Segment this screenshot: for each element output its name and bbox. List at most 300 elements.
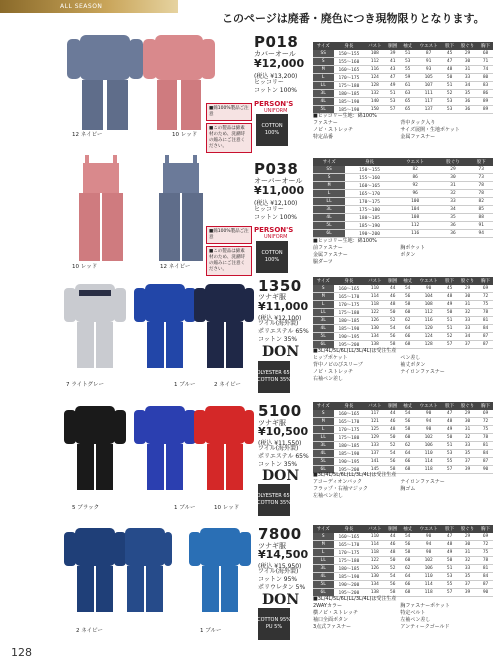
- size-value-cell: 110: [415, 450, 442, 458]
- size-value-cell: 160〜165: [334, 285, 365, 293]
- feature-note: ■3L/4L/5L/6L(LL/3L/4L)は受注生産: [313, 596, 397, 602]
- size-label-cell: L: [313, 74, 334, 82]
- size-value-cell: 150〜155: [334, 50, 365, 58]
- size-value-cell: 165〜170: [334, 541, 365, 549]
- size-value-cell: 170〜175: [334, 426, 365, 434]
- coverall-black-figure: [64, 406, 126, 490]
- feature-note: 胸ファスナーポケット: [400, 603, 450, 609]
- size-row: [313, 206, 493, 214]
- feature-note: サイズ展開・生地ポケット: [400, 127, 460, 133]
- don-logo: DON: [262, 592, 300, 608]
- p5100-tax: (税込 ¥11,550): [258, 440, 302, 447]
- size-value-cell: 175〜180: [334, 557, 365, 565]
- size-row: [313, 166, 493, 174]
- size-value-cell: 73: [470, 166, 493, 174]
- feature-note: ■ヒッコリー生地：綿100%: [313, 238, 377, 244]
- size-value-cell: 91: [415, 58, 442, 66]
- p038-price: ¥11,000: [254, 184, 305, 197]
- size-label-cell: 6L: [313, 589, 334, 597]
- size-value-cell: 87: [478, 333, 493, 341]
- size-value-cell: 128: [364, 82, 385, 90]
- p038-size-table: [313, 158, 493, 238]
- feature-note: ボタン: [400, 252, 416, 258]
- size-row: [313, 293, 493, 301]
- p018-material-badge: COTTON 100%: [256, 114, 288, 146]
- size-value-cell: 87: [415, 50, 442, 58]
- p5100-photo: [55, 400, 255, 495]
- size-value-cell: 98: [415, 549, 442, 557]
- size-label-cell: L: [313, 549, 334, 557]
- size-value-cell: 116: [364, 66, 385, 74]
- size-row: [313, 317, 493, 325]
- size-value-cell: 190〜195: [334, 333, 365, 341]
- uniform-logo: UNIFORM: [264, 108, 288, 114]
- size-value-cell: 73: [470, 174, 493, 182]
- size-value-cell: 69: [478, 410, 493, 418]
- size-label-cell: S: [313, 58, 334, 66]
- size-value-cell: 60: [400, 557, 415, 565]
- size-row: [313, 541, 493, 549]
- size-value-cell: 53: [442, 106, 457, 114]
- size-value-cell: 49: [442, 426, 457, 434]
- size-value-cell: 33: [457, 74, 478, 82]
- size-value-cell: 33: [457, 325, 478, 333]
- size-value-cell: 150: [364, 106, 385, 114]
- size-value-cell: 165〜170: [334, 418, 365, 426]
- size-row: [313, 549, 493, 557]
- size-table-header-row: サイズ 身長 バスト 胴囲 袖丈 ウエスト 股下 股ぐり 胸下: [313, 42, 493, 50]
- size-value-cell: 195〜200: [334, 341, 365, 349]
- size-value-cell: 31: [457, 66, 478, 74]
- p7800-caption-1: 2 ネイビー: [76, 628, 103, 634]
- size-value-cell: 36: [436, 230, 469, 238]
- size-label-cell: 4L: [313, 573, 334, 581]
- size-value-cell: 190〜195: [334, 458, 365, 466]
- feature-note: 横ノビ・ストレッチ: [313, 610, 358, 616]
- size-row: [313, 533, 493, 541]
- size-value-cell: 126: [364, 317, 385, 325]
- size-value-cell: 78: [478, 309, 493, 317]
- p1350-size-table: [313, 277, 493, 349]
- size-row: [313, 557, 493, 565]
- size-value-cell: 33: [457, 317, 478, 325]
- size-value-cell: 55: [442, 458, 457, 466]
- size-value-cell: 160〜165: [334, 66, 365, 74]
- size-value-cell: 56: [400, 293, 415, 301]
- p1350-price: ¥11,000: [258, 300, 309, 313]
- size-value-cell: 98: [415, 426, 442, 434]
- size-value-cell: 35: [457, 90, 478, 98]
- size-value-cell: 64: [400, 450, 415, 458]
- size-label-cell: 5L: [313, 333, 334, 341]
- size-value-cell: 55: [442, 581, 457, 589]
- page-number: 128: [11, 646, 32, 659]
- size-label-cell: L: [313, 301, 334, 309]
- size-value-cell: 81: [478, 565, 493, 573]
- size-value-cell: 190〜200: [345, 230, 394, 238]
- size-row: [313, 82, 493, 90]
- size-value-cell: 46: [385, 418, 400, 426]
- size-value-cell: 118: [415, 466, 442, 474]
- size-value-cell: 116: [394, 230, 437, 238]
- size-label-cell: M: [313, 66, 334, 74]
- size-value-cell: 150〜155: [345, 166, 394, 174]
- size-value-cell: 190〜200: [334, 581, 365, 589]
- size-value-cell: 32: [436, 190, 469, 198]
- size-value-cell: 48: [442, 418, 457, 426]
- size-value-cell: 165〜170: [334, 293, 365, 301]
- size-value-cell: 85: [470, 206, 493, 214]
- size-value-cell: 32: [457, 434, 478, 442]
- size-value-cell: 29: [457, 410, 478, 418]
- p018-material: ヒッコリー コットン 100%: [254, 79, 297, 94]
- p5100-code: 5100: [258, 402, 302, 420]
- size-value-cell: 30: [457, 541, 478, 549]
- p7800-code: 7800: [258, 525, 302, 543]
- size-value-cell: 51: [442, 317, 457, 325]
- size-value-cell: 58: [385, 466, 400, 474]
- feature-note: ■3L/4L/5L/6L(LL/3L/4L)は受注生産: [313, 472, 397, 478]
- size-value-cell: 49: [442, 301, 457, 309]
- size-value-cell: 62: [400, 565, 415, 573]
- size-value-cell: 54: [385, 573, 400, 581]
- size-value-cell: 108: [415, 301, 442, 309]
- size-row: [313, 450, 493, 458]
- size-label-cell: LL: [313, 198, 345, 206]
- p018-caption-2: 10 レッド: [172, 132, 198, 138]
- size-value-cell: 81: [478, 442, 493, 450]
- size-value-cell: 180〜185: [334, 565, 365, 573]
- p038-warning-box: ■綿100%製品ご注意 ■この製品は綿素材のため、洗濯時の縮みにご注意ください。: [206, 226, 252, 276]
- size-row: [313, 222, 493, 230]
- size-value-cell: 87: [478, 581, 493, 589]
- size-value-cell: 50: [385, 434, 400, 442]
- persons-logo: PERSON'S: [254, 226, 294, 234]
- feature-note: 背中ノビのびスリーブ: [313, 362, 363, 368]
- feature-note: 背中タック入り: [400, 120, 436, 126]
- size-value-cell: 30: [457, 293, 478, 301]
- size-value-cell: 160〜165: [345, 182, 394, 190]
- size-value-cell: 130: [364, 573, 385, 581]
- size-value-cell: 56: [385, 581, 400, 589]
- size-value-cell: 32: [457, 309, 478, 317]
- p1350-photo: [55, 278, 255, 373]
- size-value-cell: 63: [400, 90, 415, 98]
- size-value-cell: 68: [478, 50, 493, 58]
- size-value-cell: 65: [400, 106, 415, 114]
- size-value-cell: 39: [457, 466, 478, 474]
- size-value-cell: 145: [364, 466, 385, 474]
- size-value-cell: 64: [400, 325, 415, 333]
- size-value-cell: 46: [385, 541, 400, 549]
- p018-caption-1: 12 ネイビー: [72, 132, 103, 138]
- size-value-cell: 75: [478, 549, 493, 557]
- size-value-cell: 124: [364, 74, 385, 82]
- p5100-size-table: [313, 402, 493, 474]
- size-value-cell: 129: [364, 434, 385, 442]
- size-label-cell: 5L: [313, 458, 334, 466]
- size-value-cell: 74: [478, 66, 493, 74]
- size-value-cell: 49: [442, 549, 457, 557]
- p7800-notes: [313, 596, 495, 631]
- size-label-cell: 5L: [313, 581, 334, 589]
- size-value-cell: 117: [364, 410, 385, 418]
- p018-type: カバーオール: [254, 50, 296, 58]
- size-value-cell: 32: [457, 557, 478, 565]
- feature-note: ■3L/4L/5L/6L(LL/3L/4L)は受注生産: [313, 348, 397, 354]
- feature-note: ヒップポケット: [313, 355, 348, 361]
- size-value-cell: 58: [400, 549, 415, 557]
- p038-caption-2: 12 ネイビー: [160, 264, 191, 270]
- size-value-cell: 84: [478, 450, 493, 458]
- p018-notes: [313, 113, 495, 141]
- feature-note: アコーディオンバック: [313, 479, 363, 485]
- p1350-tax: (税込 ¥12,100): [258, 315, 302, 322]
- size-value-cell: 69: [478, 533, 493, 541]
- size-value-cell: 107: [415, 82, 442, 90]
- size-value-cell: 185〜190: [334, 98, 365, 106]
- size-value-cell: 46: [385, 293, 400, 301]
- size-value-cell: 170〜175: [334, 549, 365, 557]
- size-value-cell: 51: [442, 565, 457, 573]
- size-value-cell: 53: [385, 98, 400, 106]
- feature-note: 3点式ファスナー: [313, 624, 351, 630]
- p5100-caption-1: 5 ブラック: [72, 505, 100, 511]
- size-value-cell: 55: [400, 66, 415, 74]
- feature-note: フラップ・右袖マジック: [313, 486, 368, 492]
- size-value-cell: 37: [457, 581, 478, 589]
- size-value-cell: 141: [364, 458, 385, 466]
- don-logo: DON: [262, 344, 300, 360]
- p038-code: P038: [254, 160, 299, 178]
- p018-code: P018: [254, 33, 299, 51]
- size-row: [313, 90, 493, 98]
- coverall-navy-figure: [64, 528, 126, 612]
- feature-note: 袖口全面ボタン: [313, 617, 349, 623]
- overall-navy-figure: [159, 155, 203, 261]
- size-label-cell: LL: [313, 557, 334, 565]
- p038-tax: (税込 ¥12,100): [254, 200, 298, 207]
- size-value-cell: 134: [364, 581, 385, 589]
- size-table-header-row: サイズ 身長 ウエスト 股ぐり 股下: [313, 158, 493, 166]
- size-row: [313, 434, 493, 442]
- size-value-cell: 112: [415, 309, 442, 317]
- size-value-cell: 33: [436, 198, 469, 206]
- size-value-cell: 48: [442, 66, 457, 74]
- size-value-cell: 84: [478, 325, 493, 333]
- size-value-cell: 180〜185: [334, 90, 365, 98]
- size-value-cell: 180〜185: [334, 317, 365, 325]
- size-value-cell: 82: [394, 166, 437, 174]
- coverall-lightgray-figure: [64, 284, 126, 368]
- size-label-cell: 5L: [313, 222, 345, 230]
- size-label-cell: 4L: [313, 214, 345, 222]
- size-value-cell: 175〜180: [334, 434, 365, 442]
- size-value-cell: 93: [415, 66, 442, 74]
- size-value-cell: 52: [442, 90, 457, 98]
- size-value-cell: 61: [400, 82, 415, 90]
- feature-note: ノビ・ストレッチ: [313, 127, 353, 133]
- size-value-cell: 54: [400, 285, 415, 293]
- size-value-cell: 96: [394, 190, 437, 198]
- p018-price: ¥12,000: [254, 57, 305, 70]
- feature-note: 金属ファスナー: [313, 252, 348, 258]
- discontinued-notice: このページは廃番・廃色につき現物限りとなります。: [222, 12, 485, 25]
- size-value-cell: 34: [436, 206, 469, 214]
- p018-size-table: [313, 42, 493, 114]
- size-value-cell: 58: [400, 301, 415, 309]
- size-value-cell: 122: [364, 557, 385, 565]
- p038-material-badge: COTTON 100%: [256, 241, 288, 273]
- size-row: [313, 418, 493, 426]
- p5100-price: ¥10,500: [258, 425, 309, 438]
- size-value-cell: 111: [415, 90, 442, 98]
- size-label-cell: 4L: [313, 325, 334, 333]
- size-row: [313, 301, 493, 309]
- p5100-notes: [313, 472, 495, 500]
- size-value-cell: 100: [394, 198, 437, 206]
- size-value-cell: 47: [442, 410, 457, 418]
- feature-note: ノビ・ストレッチ: [313, 369, 353, 375]
- overall-red-figure: [79, 155, 123, 261]
- size-value-cell: 54: [400, 410, 415, 418]
- size-label-cell: LL: [313, 434, 334, 442]
- size-value-cell: 57: [442, 589, 457, 597]
- feature-note: ナイロンファスナー: [400, 479, 445, 485]
- size-label-cell: M: [313, 541, 334, 549]
- persons-logo: PERSON'S: [254, 100, 294, 108]
- size-value-cell: 59: [400, 74, 415, 82]
- size-label-cell: L: [313, 426, 334, 434]
- size-value-cell: 69: [478, 285, 493, 293]
- feature-note: 脇ダーツ: [313, 259, 333, 265]
- feature-note: ペン差し: [400, 355, 421, 361]
- size-value-cell: 89: [478, 106, 493, 114]
- size-value-cell: 51: [442, 325, 457, 333]
- size-label-cell: 3L: [313, 565, 334, 573]
- size-value-cell: 160〜165: [334, 410, 365, 418]
- size-value-cell: 41: [385, 58, 400, 66]
- p018-tax: (税込 ¥13,200): [254, 73, 298, 80]
- size-value-cell: 57: [442, 341, 457, 349]
- size-value-cell: 58: [400, 426, 415, 434]
- size-value-cell: 35: [457, 573, 478, 581]
- p1350-notes: [313, 348, 495, 383]
- size-value-cell: 62: [400, 442, 415, 450]
- size-row: [313, 410, 493, 418]
- p1350-caption-2: 1 ブルー: [174, 382, 196, 388]
- coverall-blue-figure: [134, 284, 196, 368]
- size-value-cell: 90: [478, 589, 493, 597]
- size-value-cell: 88: [470, 214, 493, 222]
- size-value-cell: 87: [478, 458, 493, 466]
- size-value-cell: 118: [415, 589, 442, 597]
- feature-note: ■ヒッコリー生地：綿100%: [313, 113, 377, 119]
- size-value-cell: 160〜165: [334, 533, 365, 541]
- size-value-cell: 114: [364, 293, 385, 301]
- size-value-cell: 80: [478, 74, 493, 82]
- size-value-cell: 29: [457, 50, 478, 58]
- size-value-cell: 50: [442, 309, 457, 317]
- size-value-cell: 108: [364, 50, 385, 58]
- size-value-cell: 138: [364, 341, 385, 349]
- p5100-caption-2: 1 ブルー: [174, 505, 196, 511]
- size-value-cell: 31: [457, 426, 478, 434]
- size-value-cell: 52: [385, 317, 400, 325]
- coverall-red-figure: [194, 406, 254, 490]
- size-value-cell: 50: [385, 557, 400, 565]
- size-value-cell: 138: [364, 589, 385, 597]
- uniform-logo: UNIFORM: [264, 234, 288, 240]
- size-value-cell: 44: [385, 285, 400, 293]
- size-value-cell: 195〜200: [334, 466, 365, 474]
- size-value-cell: 195〜200: [334, 589, 365, 597]
- size-value-cell: 105: [415, 74, 442, 82]
- coverall-red-figure: [143, 35, 215, 130]
- size-value-cell: 51: [400, 50, 415, 58]
- size-value-cell: 90: [415, 410, 442, 418]
- size-row: [313, 309, 493, 317]
- p5100-material: ツイル(海外製) ポリエステル 65% コットン 35%: [258, 445, 309, 468]
- size-value-cell: 52: [442, 333, 457, 341]
- size-label-cell: 3L: [313, 90, 334, 98]
- size-value-cell: 112: [364, 58, 385, 66]
- size-value-cell: 175〜180: [334, 82, 365, 90]
- p5100-caption-3: 10 レッド: [214, 505, 240, 511]
- size-value-cell: 43: [385, 66, 400, 74]
- size-value-cell: 34: [457, 333, 478, 341]
- size-value-cell: 66: [400, 581, 415, 589]
- size-value-cell: 51: [442, 442, 457, 450]
- p1350-caption-3: 2 ネイビー: [214, 382, 241, 388]
- feature-note: ナイロンファスナー: [400, 369, 445, 375]
- size-value-cell: 185〜190: [345, 222, 394, 230]
- size-value-cell: 72: [478, 293, 493, 301]
- size-value-cell: 185〜190: [334, 325, 365, 333]
- size-value-cell: 68: [400, 341, 415, 349]
- size-row: [313, 442, 493, 450]
- size-value-cell: 57: [442, 466, 457, 474]
- size-value-cell: 37: [457, 341, 478, 349]
- coverall-blue-figure: [189, 528, 251, 612]
- size-value-cell: 31: [457, 301, 478, 309]
- size-value-cell: 180〜185: [334, 442, 365, 450]
- size-value-cell: 54: [385, 450, 400, 458]
- size-value-cell: 53: [442, 98, 457, 106]
- size-row: [313, 333, 493, 341]
- p018-warning-box: ■綿100%製品ご注意 ■この製品は綿素材のため、洗濯時の縮みにご注意ください。: [206, 103, 252, 153]
- size-value-cell: 47: [442, 533, 457, 541]
- size-value-cell: 155〜160: [334, 58, 365, 66]
- don-logo: DON: [262, 468, 300, 484]
- size-value-cell: 35: [436, 214, 469, 222]
- size-value-cell: 90: [415, 533, 442, 541]
- size-value-cell: 53: [400, 58, 415, 66]
- size-value-cell: 185〜190: [334, 450, 365, 458]
- size-value-cell: 94: [415, 418, 442, 426]
- size-value-cell: 44: [385, 533, 400, 541]
- p038-notes: [313, 238, 495, 266]
- size-value-cell: 116: [415, 317, 442, 325]
- size-value-cell: 39: [385, 50, 400, 58]
- size-value-cell: 185〜190: [334, 106, 365, 114]
- feature-note: ファスナー: [313, 120, 338, 126]
- size-label-cell: S: [313, 533, 334, 541]
- size-value-cell: 126: [364, 565, 385, 573]
- size-label-cell: S: [313, 410, 334, 418]
- size-value-cell: 48: [385, 549, 400, 557]
- size-value-cell: 133: [364, 442, 385, 450]
